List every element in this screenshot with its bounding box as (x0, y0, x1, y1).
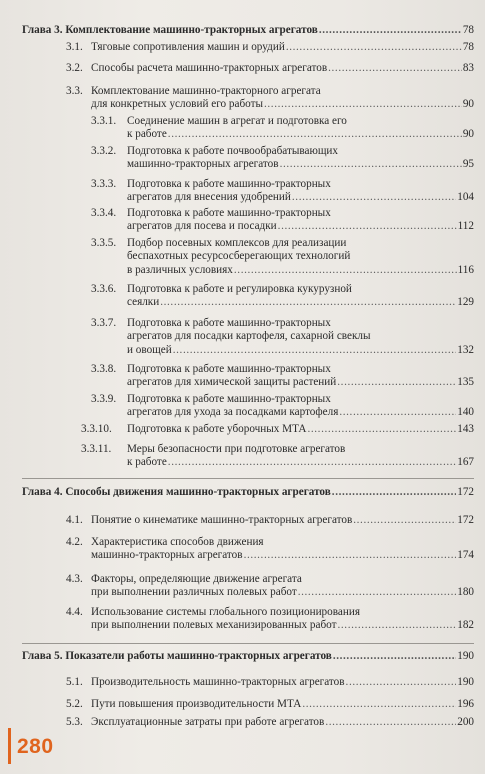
toc-entry-line (127, 317, 474, 330)
toc-entry-body (91, 716, 474, 729)
dot-leader (337, 376, 456, 389)
toc-entry-number: 3.3.3. (91, 178, 117, 190)
toc-entry-text: Подготовка к работе машинно-тракторных (127, 178, 331, 190)
toc-entry-line (127, 207, 474, 220)
toc-entry-number: 3.3.2. (91, 145, 117, 157)
toc-entry-text: Факторы, определяющие движение агрегата (91, 573, 302, 585)
toc-entry-page-number: 174 (457, 549, 474, 562)
dot-leader (346, 676, 457, 689)
toc-entry-page-number: 95 (462, 158, 474, 171)
toc-entry-line (127, 237, 474, 250)
chapter-title: Глава 4. Способы движения машинно-тракторных агрегатов (22, 486, 331, 498)
toc-entry-text: агрегатов для ухода за посадками картофеля (127, 406, 339, 419)
toc-entry-number: 3.3.11. (81, 443, 112, 455)
toc-entry-line (91, 676, 474, 689)
toc-entry-page-number: 104 (457, 191, 474, 204)
toc-entry-text: Тяговые сопротивления машин и орудий (91, 41, 285, 53)
toc-entry-body (127, 237, 474, 277)
toc-entry-body (127, 115, 474, 142)
dot-leader (319, 24, 462, 37)
toc-entry-text: Меры безопасности при подготовке агрегатов (127, 443, 346, 455)
toc-entry-body (127, 363, 474, 390)
toc-entry-line (127, 283, 474, 296)
dot-leader (307, 423, 456, 436)
toc-entry-body (91, 606, 474, 633)
chapter-page-number: 190 (457, 650, 474, 662)
toc-entry-line (127, 443, 474, 456)
toc-entry-number: 3.3. (66, 85, 83, 97)
toc-entry-line (91, 62, 474, 75)
toc-entry-number: 3.2. (66, 62, 83, 74)
toc-entry-body (91, 573, 474, 600)
chapter-title: Глава 5. Показатели работы машинно-тракторных агрегатов (22, 650, 332, 662)
toc-entry-number: 5.1. (66, 676, 83, 688)
toc-entry-text: Подбор посевных комплексов для реализации (127, 237, 347, 249)
toc-entry-text: беспахотных ресурсосберегающих технологий (127, 250, 351, 263)
toc-entry-text: при выполнении полевых механизированных работ (91, 619, 337, 632)
dot-leader (302, 698, 456, 711)
toc-entry-line (91, 85, 474, 98)
toc-entry-line (127, 376, 474, 389)
toc-entry-text: Подготовка к работе машинно-тракторных (127, 207, 331, 219)
toc-entry-line (127, 178, 474, 191)
toc-entry-page-number: 180 (457, 586, 474, 599)
toc-entry-number: 3.3.6. (91, 283, 117, 295)
chapter-page-number: 78 (462, 24, 474, 36)
toc-entry-body (127, 443, 474, 470)
toc-entry-line (91, 698, 474, 711)
dot-leader (244, 549, 457, 562)
toc-entry-line (127, 456, 474, 469)
chapter-page-number: 172 (457, 486, 474, 498)
toc-entry-text: Соединение машин в агрегат и подготовка его (127, 115, 347, 127)
toc-entry-text: к работе (127, 128, 167, 141)
folio-accent-bar (8, 728, 11, 764)
toc-entry-line (91, 619, 474, 632)
chapter-separator (22, 478, 474, 479)
toc-entry-text: машинно-тракторных агрегатов (127, 158, 279, 171)
toc-entry-body (127, 283, 474, 310)
toc-entry-text: Использование системы глобального позиционирования (91, 606, 360, 618)
dot-leader (168, 128, 462, 141)
chapter-separator (22, 643, 474, 644)
toc-entry-page-number: 90 (462, 98, 474, 111)
toc-entry-number: 4.3. (66, 573, 83, 585)
toc-entry-line (127, 158, 474, 171)
toc-entry-number: 3.3.10. (81, 423, 112, 435)
toc-entry-text: Подготовка к работе машинно-тракторных (127, 317, 331, 329)
toc-entry-line (127, 250, 474, 263)
toc-entry-line (91, 514, 474, 527)
toc-entry-number: 3.3.7. (91, 317, 117, 329)
toc-entry-page-number: 200 (457, 716, 474, 728)
toc-entry-number: 3.3.4. (91, 207, 117, 219)
dot-leader (168, 456, 456, 469)
toc-entry-number: 5.2. (66, 698, 83, 710)
dot-leader (160, 296, 456, 309)
toc-entry-text: Подготовка к работе машинно-тракторных (127, 393, 331, 405)
toc-entry-number: 3.3.8. (91, 363, 117, 375)
toc-entry-line (127, 220, 474, 233)
toc-entry-number: 3.3.9. (91, 393, 117, 405)
toc-entry-number: 4.1. (66, 514, 83, 526)
dot-leader (278, 220, 457, 233)
dot-leader (332, 486, 456, 499)
toc-entry-text: агрегатов для посева и посадки (127, 220, 277, 233)
dot-leader (328, 62, 462, 75)
toc-entry-line (127, 296, 474, 309)
toc-entry-page-number: 116 (457, 263, 474, 276)
dot-leader (234, 264, 457, 277)
toc-entry-page-number: 78 (462, 41, 474, 53)
toc-entry-text: к работе (127, 456, 167, 469)
toc-entry-number: 3.3.1. (91, 115, 117, 127)
dot-leader (280, 158, 462, 171)
toc-entry-text: Пути повышения производительности МТА (91, 698, 302, 710)
toc-entry-page-number: 135 (457, 376, 474, 389)
chapter-title: Глава 3. Комплектование машинно-тракторных агрегатов (22, 24, 318, 36)
chapter-line (22, 24, 474, 37)
toc-entry-text: машинно-тракторных агрегатов (91, 549, 243, 562)
toc-entry-number: 3.3.5. (91, 237, 117, 249)
toc-entry-body (127, 145, 474, 172)
toc-entry-text: Понятие о кинематике машинно-тракторных агрегатов (91, 514, 353, 526)
toc-entry-page-number: 140 (457, 406, 474, 419)
dot-leader (264, 98, 462, 111)
dot-leader (353, 514, 456, 527)
toc-entry-body (127, 207, 474, 234)
dot-leader (173, 344, 456, 357)
toc-entry-line (127, 128, 474, 141)
toc-entry-text: Подготовка к работе машинно-тракторных (127, 363, 331, 375)
toc-entry-text: Способы расчета машинно-тракторных агрегатов (91, 62, 328, 74)
toc-entry-page-number: 167 (457, 456, 474, 469)
toc-entry-body (91, 536, 474, 563)
toc-entry-text: Производительность машинно-тракторных агрегатов (91, 676, 345, 688)
toc-entry-number: 4.4. (66, 606, 83, 618)
dot-leader (338, 619, 457, 632)
page-number: 280 (17, 735, 54, 758)
toc-entry-line (127, 406, 474, 419)
toc-entry-page-number: 83 (462, 62, 474, 74)
toc-entry-text: для конкретных условий его работы (91, 98, 264, 111)
chapter-line (22, 486, 474, 499)
toc-entry-line (127, 344, 474, 357)
toc-entry-page-number: 112 (457, 220, 474, 233)
toc-entry-text: Подготовка к работе уборочных МТА (127, 423, 307, 435)
toc-entry-line (127, 330, 474, 343)
toc-entry-line (91, 536, 474, 549)
toc-entry-text: и овощей (127, 343, 172, 356)
toc-entry-page-number: 190 (457, 676, 474, 688)
dot-leader (292, 191, 456, 204)
toc-entry-text: Характеристика способов движения (91, 536, 264, 548)
toc-entry-text: агрегатов для внесения удобрений (127, 191, 291, 204)
toc-entry-text: Подготовка к работе почвообрабатывающих (127, 145, 339, 157)
toc-entry-page-number: 90 (462, 128, 474, 141)
toc-entry-text: Комплектование машинно-тракторного агрегата (91, 85, 321, 97)
toc-entry-line (91, 549, 474, 562)
toc-entry-body (127, 393, 474, 420)
toc-entry-page-number: 143 (457, 423, 474, 435)
toc-entry-line (127, 115, 474, 128)
toc-entry-number: 5.3. (66, 716, 83, 728)
toc-entry-line (91, 573, 474, 586)
toc-entry-body (127, 423, 474, 436)
toc-entry-page-number: 172 (457, 514, 474, 526)
chapter-heading-body (22, 24, 474, 37)
dot-leader (286, 41, 462, 54)
toc-entry-body (91, 698, 474, 711)
dot-leader (325, 716, 456, 729)
toc-entry-page-number: 132 (457, 343, 474, 356)
toc-entry-text: при выполнении различных полевых работ (91, 586, 297, 599)
toc-entry-body (91, 514, 474, 527)
toc-entry-line (91, 586, 474, 599)
toc-entry-page-number: 182 (457, 619, 474, 632)
toc-entry-number: 3.1. (66, 41, 83, 53)
toc-entry-text: агрегатов для посадки картофеля, сахарной свеклы (127, 330, 371, 343)
toc-entry-line (127, 145, 474, 158)
toc-entry-line (91, 41, 474, 54)
toc-entry-line (127, 191, 474, 204)
toc-entry-line (127, 423, 474, 436)
toc-entry-text: агрегатов для химической защиты растений (127, 376, 337, 389)
dot-leader (298, 586, 457, 599)
toc-entry-line (127, 363, 474, 376)
chapter-heading-body (22, 486, 474, 499)
toc-entry-body (127, 317, 474, 357)
toc-entry-body (91, 62, 474, 75)
toc-entry-text: Эксплуатационные затраты при работе агрегатов (91, 716, 325, 728)
chapter-line (22, 650, 474, 663)
dot-leader (339, 406, 456, 419)
chapter-heading-body (22, 650, 474, 663)
toc-entry-page-number: 196 (457, 698, 474, 710)
toc-entry-line (127, 264, 474, 277)
toc-entry-text: Подготовка к работе и регулировка кукурузной (127, 283, 352, 295)
toc-entry-text: сеялки (127, 296, 160, 309)
toc-entry-text: в различных условиях (127, 263, 233, 276)
toc-entry-number: 4.2. (66, 536, 83, 548)
toc-entry-line (127, 393, 474, 406)
toc-entry-body (91, 41, 474, 54)
dot-leader (333, 650, 456, 663)
toc-entry-body (127, 178, 474, 205)
toc-entry-page-number: 129 (457, 296, 474, 309)
toc-entry-body (91, 676, 474, 689)
toc-entry-line (91, 716, 474, 729)
toc-entry-body (91, 85, 474, 112)
toc-entry-line (91, 606, 474, 619)
toc-entry-line (91, 98, 474, 111)
